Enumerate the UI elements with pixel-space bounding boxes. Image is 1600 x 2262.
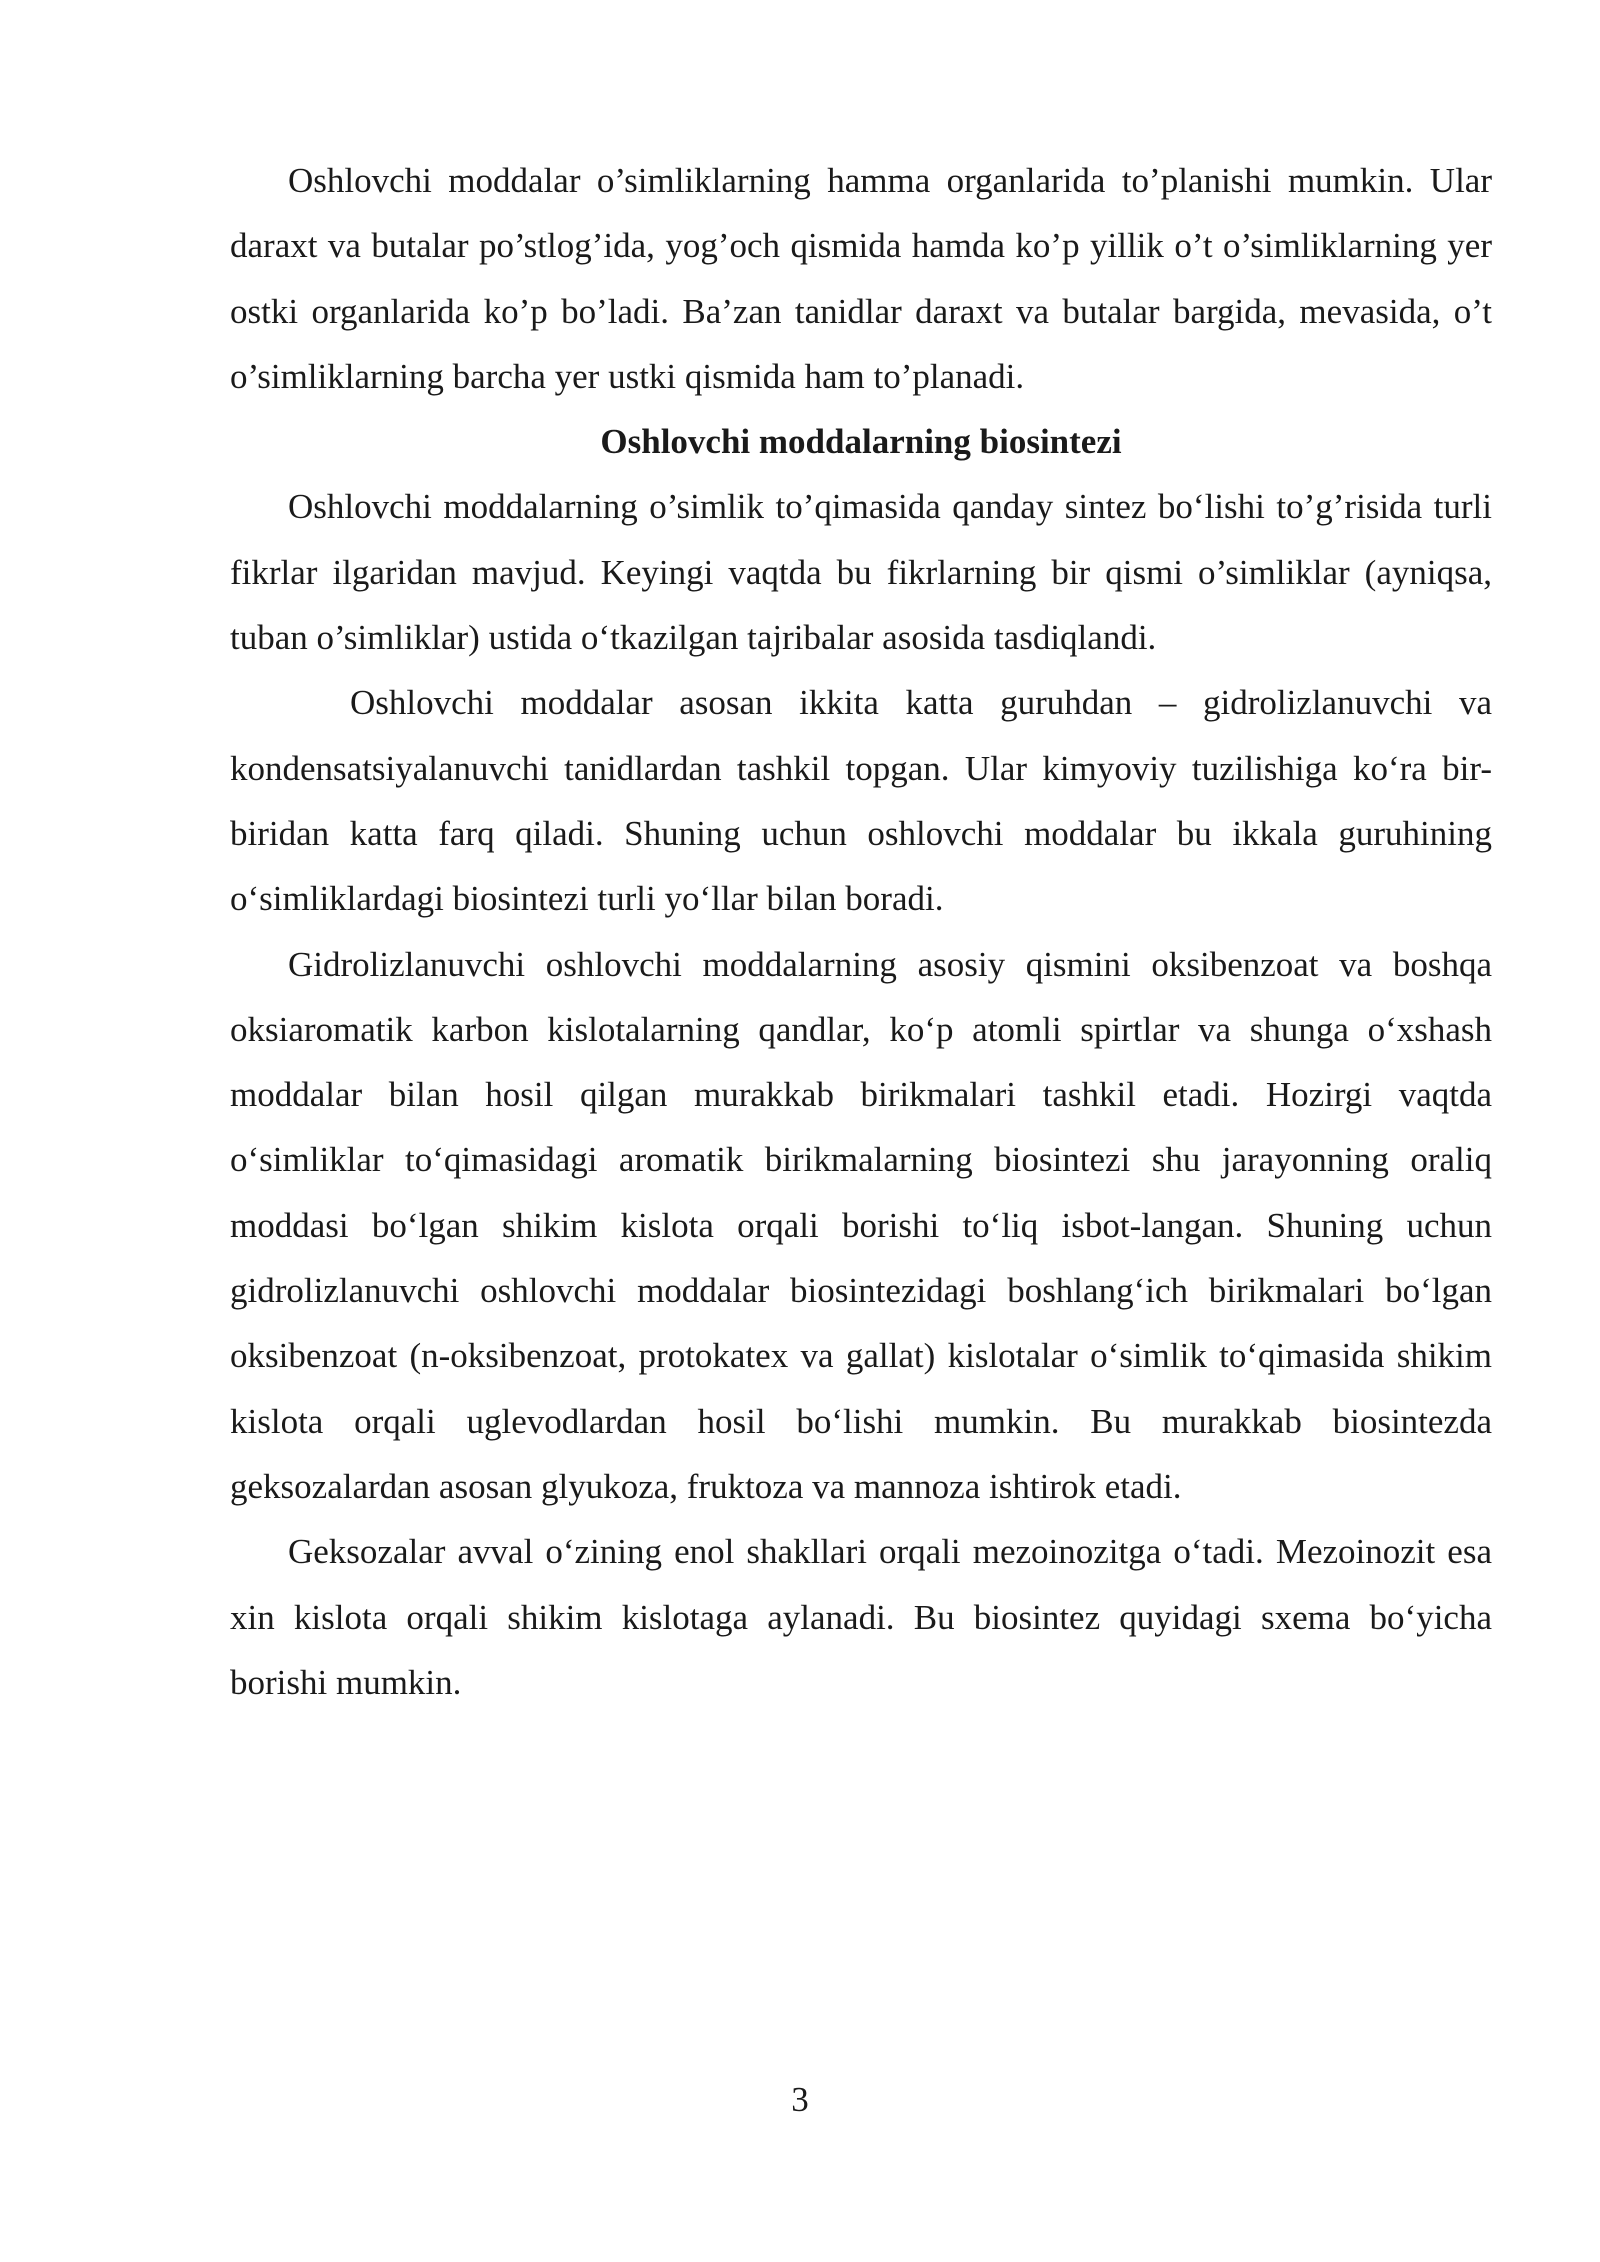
document-page [230, 148, 1492, 1715]
paragraph-hexoses: Geksozalar avval o‘zining enol shakllari orqali mezoinozitga o‘tadi. Mezoinozit esa xin kislota orqali shikim kislotaga aylanadi. Bu biosintez quyidagi sxema bo‘yicha borishi mumkin. [230, 1532, 1492, 1702]
paragraph-tannin-accumulation: Oshlovchi moddalar o’simliklarning hamma organlarida to’planishi mumkin. Ular daraxt va butalar po’stlog’ida, yog’och qismida hamda ko’p yillik o’t o’simliklarning yer ostki organlarida ko’p bo’ladi. Ba’zan tanidlar daraxt va butalar bargida, mevasida, o’t o’simliklarning barcha yer ustki qismida ham to’planadi. [230, 161, 1492, 396]
paragraph-synthesis-views: Oshlovchi moddalarning o’simlik to’qimasida qanday sintez bo‘lishi to’g’risida turli fikrlar ilgaridan mavjud. Keyingi vaqtda bu fikrlarning bir qismi o’simliklar (ayniqsa, tuban o’simliklar) ustida o‘tkazilgan tajribalar asosida tasdiqlandi. [230, 487, 1492, 658]
paragraph-hydrolysable-tannins: Gidrolizlanuvchi oshlovchi moddalarning asosiy qismini oksibenzoat va boshqa oksiaromatik karbon kislotalarning qandlar, ko‘p atomli spirtlar va shunga o‘xshash moddalar bilan hosil qilgan murakkab birikmalari tashkil etadi. Hozirgi vaqtda o‘simliklar to‘qimasidagi aromatik birikmalarning biosintezi shu jarayonning oraliq moddasi bo‘lgan shikim kislota orqali borishi to‘liq isbot-langan. Shuning uchun gidrolizlanuvchi oshlovchi moddalar biosintezidagi boshlang‘ich birikmalari bo‘lgan oksibenzoat (n-oksibenzoat, protokatex va gallat) kislotalar o‘simlik to‘qimasida shikim kislota orqali uglevodlardan hosil bo‘lishi mumkin. Bu murakkab biosintezda geksozalardan asosan glyukoza, fruktoza va mannoza ishtirok etadi. [230, 944, 1492, 1506]
paragraph-tannin-groups: Oshlovchi moddalar asosan ikkita katta guruhdan – gidrolizlanuvchi va kondensatsiyalanuvchi tanidlardan tashkil topgan. Ular kimyoviy tuzilishiga ko‘ra bir-biridan katta farq qiladi. Shuning uchun oshlovchi moddalar bu ikkala guruhining o‘simliklardagi biosintezi turli yo‘llar bilan boradi. [230, 683, 1492, 919]
section-heading: Oshlovchi moddalarning biosintezi [600, 422, 1122, 462]
page-number: 3 [791, 2080, 809, 2119]
